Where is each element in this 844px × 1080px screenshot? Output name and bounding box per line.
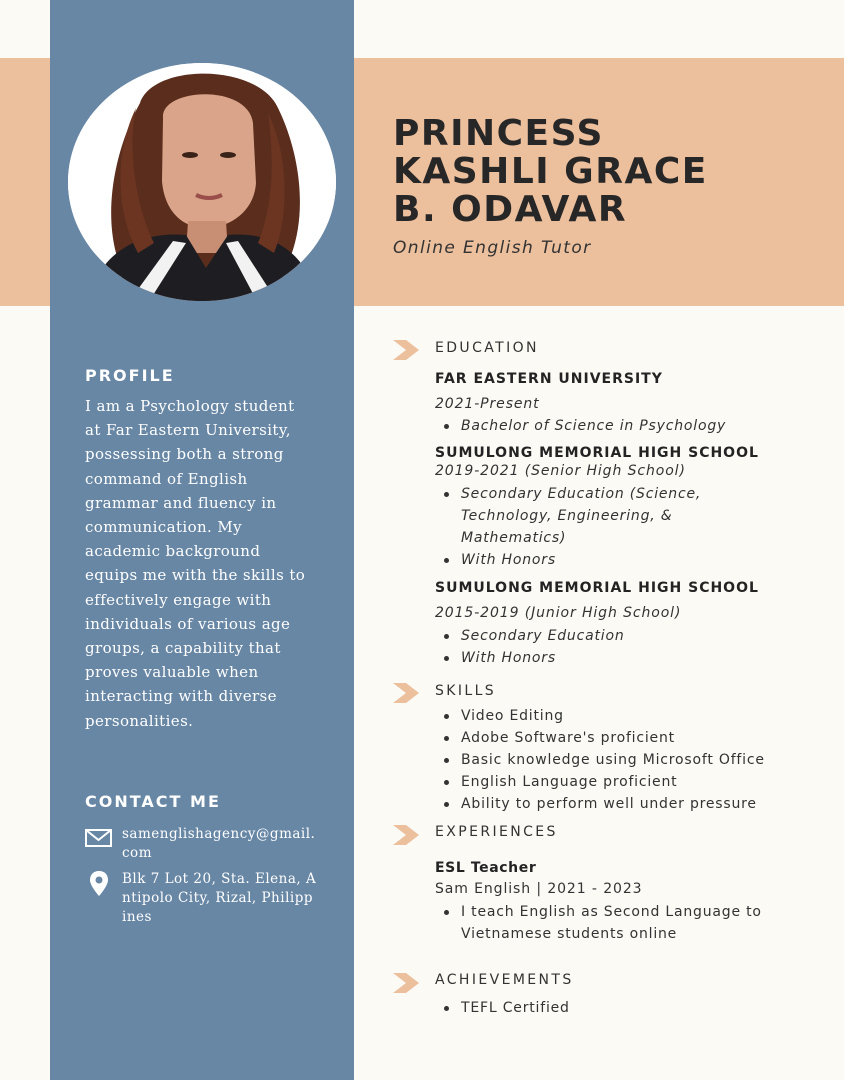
education-bullets [435, 625, 841, 669]
job-role: ESL Teacher [435, 860, 537, 876]
school-name: SUMULONG MEMORIAL HIGH SCHOOL [435, 580, 759, 596]
skills-list [435, 705, 841, 815]
job-company: Sam English | 2021 - 2023 [435, 881, 643, 897]
list-item: Basic knowledge using Microsoft Office [461, 749, 841, 771]
skills-title: SKILLS [435, 683, 497, 699]
education-bullets [435, 415, 841, 437]
profile-text: I am a Psychology student at Far Eastern University, possessing both a strong command of English grammar and fluency in communication. My academic background equips me with the skills to effectively engage with individuals of various age groups, a capability that proves valuable when interacting with diverse personalities. [85, 397, 306, 730]
school-period: 2019-2021 (Senior High School) [435, 463, 686, 479]
school-name: FAR EASTERN UNIVERSITY [435, 371, 663, 387]
contact-email [85, 825, 325, 865]
email-text[interactable]: samenglishagency@gmail.com [122, 826, 316, 861]
school-period: 2015-2019 (Junior High School) [435, 605, 682, 621]
address-text: Blk 7 Lot 20, Sta. Elena, Antipolo City, Rizal, Philippines [122, 871, 317, 925]
education-title: EDUCATION [435, 340, 539, 356]
school-name: SUMULONG MEMORIAL HIGH SCHOOL [435, 445, 759, 461]
skills-arrow-icon [393, 683, 419, 703]
experiences-arrow-icon [393, 825, 419, 845]
list-item: Ability to perform well under pressure [461, 793, 841, 815]
candidate-name [393, 115, 708, 229]
profile-photo [68, 63, 336, 301]
experience-bullets [435, 901, 821, 945]
contact-heading: CONTACT ME [85, 792, 221, 811]
profile-heading: PROFILE [85, 366, 175, 385]
list-item: Bachelor of Science in Psychology [461, 415, 841, 437]
school-period: 2021-Present [435, 396, 540, 412]
location-pin-icon [89, 870, 117, 898]
email-icon [85, 828, 113, 850]
list-item: TEFL Certified [461, 997, 841, 1019]
name-line-3: B. ODAVAR [393, 189, 628, 230]
name-line-1: PRINCESS [393, 113, 604, 154]
list-item: With Honors [461, 549, 781, 571]
list-item: Secondary Education (Science, Technology, Engineering, & Mathematics) [461, 483, 781, 549]
achievements-arrow-icon [393, 973, 419, 993]
portrait-image [68, 63, 336, 301]
list-item: Secondary Education [461, 625, 841, 647]
experiences-title: EXPERIENCES [435, 824, 558, 840]
name-line-2: KASHLI GRACE [393, 151, 708, 192]
achievements-list [435, 997, 841, 1019]
contact-address [85, 870, 325, 930]
education-bullets [435, 483, 781, 571]
list-item: English Language proficient [461, 771, 841, 793]
job-title: Online English Tutor [393, 238, 592, 258]
list-item: With Honors [461, 647, 841, 669]
list-item: Adobe Software's proficient [461, 727, 841, 749]
list-item: I teach English as Second Language to Vietnamese students online [461, 901, 821, 945]
education-arrow-icon [393, 340, 419, 360]
list-item: Video Editing [461, 705, 841, 727]
achievements-title: ACHIEVEMENTS [435, 972, 574, 988]
